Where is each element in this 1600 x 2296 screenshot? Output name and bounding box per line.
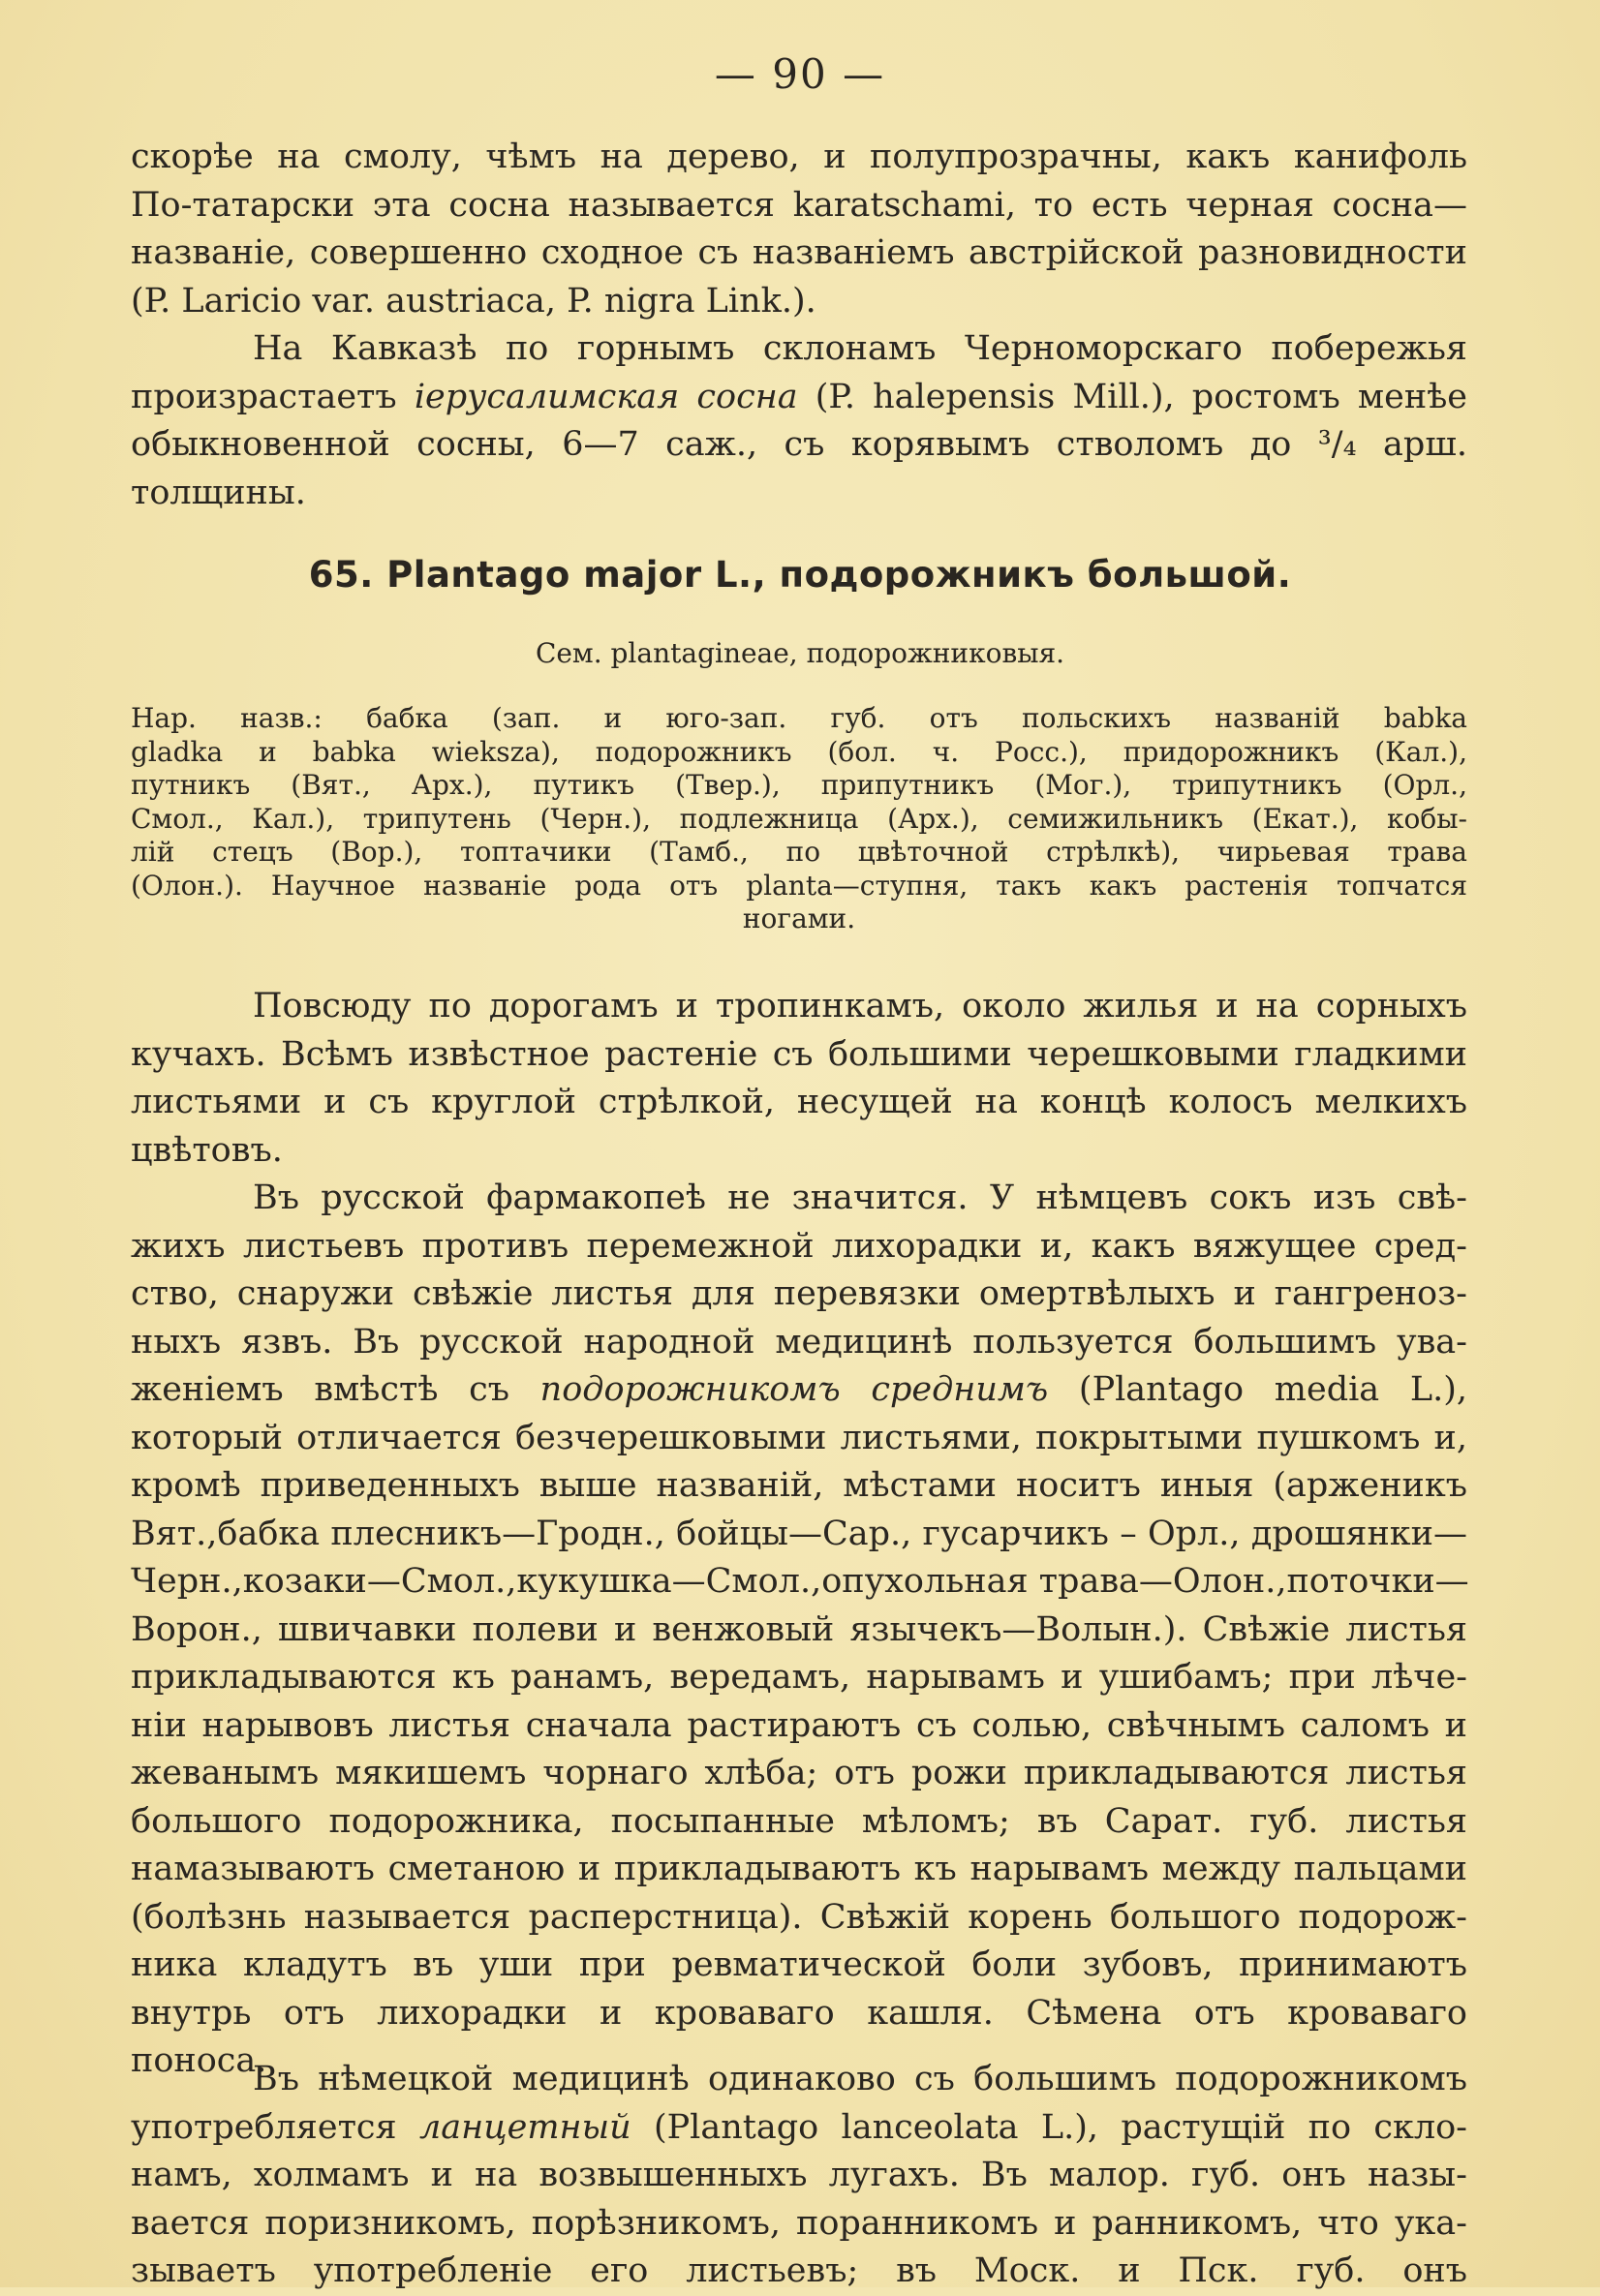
text-line — [131, 374, 1467, 422]
text-fragment: употребляется — [131, 2107, 419, 2147]
text-line: названіе, совершенно сходное съ названіемъ австрійской разновидности — [131, 233, 1467, 272]
text-line: скорѣе на смолу, чѣмъ на дерево, и полупрозрачны, какъ канифоль — [131, 138, 1467, 176]
text-line: ника кладутъ въ уши при ревматической боли зубовъ, принимаютъ — [131, 1945, 1467, 1984]
text-line: внутрь отъ лихорадки и кроваваго кашля. Сѣмена отъ кроваваго — [131, 1993, 1467, 2033]
text-line: Повсюду по дорогамъ и тропинкамъ, около жилья и на сорныхъ — [253, 987, 1467, 1026]
text-line: ство, снаружи свѣжіе листья для перевязки омертвѣлыхъ и гангреноз- — [131, 1274, 1467, 1313]
text-line: Ворон., швичавки полеви и венжовый язычекъ—Волын.). Свѣжіе листья — [131, 1609, 1467, 1649]
german-paragraph — [131, 2056, 1467, 2296]
folk-names-block — [131, 702, 1467, 936]
text-line: большого подорожника, посыпанные мѣломъ; въ Сарат. губ. листья — [131, 1801, 1467, 1841]
text-line: цвѣтовъ. — [131, 1130, 283, 1170]
text-line: gladka и babka wieksza), подорожникъ (бол. ч. Росс.), придорожникъ (Кал.), — [131, 735, 1467, 768]
text-line: намазываютъ сметаною и прикладываютъ къ нарывамъ между пальцами — [131, 1850, 1467, 1888]
text-line: ногами. — [742, 903, 856, 934]
text-line: Въ нѣмецкой медицинѣ одинаково съ большимъ подорожникомъ — [253, 2060, 1467, 2098]
text-line: вается поризникомъ, порѣзникомъ, поранникомъ и ранникомъ, что ука- — [131, 2203, 1467, 2243]
text-line: который отличается безчерешковыми листьями, покрытыми пушкомъ и, — [131, 1418, 1467, 1457]
italic-species-name: подорожникомъ среднимъ — [539, 1370, 1049, 1409]
section-heading: 65. Plantago major L., подорожникъ большой. — [308, 554, 1292, 596]
text-line: ныхъ язвъ. Въ русской народной медицинѣ пользуется большимъ ува- — [131, 1322, 1467, 1362]
text-fragment: (Plantago lanceolata L.), растущій по скло- — [631, 2107, 1467, 2147]
text-line: По-татарски эта сосна называется karatschami, то есть черная сосна— — [131, 185, 1467, 225]
text-line — [131, 2104, 1467, 2153]
text-line: путникъ (Вят., Арх.), путикъ (Твер.), припутникъ (Мог.), трипутникъ (Орл., — [131, 769, 1467, 801]
text-line: зываетъ употребленіе его листьевъ; въ Моск. и Пск. губ. онъ — [131, 2251, 1467, 2290]
text-line: ніи нарывовъ листья сначала растираютъ съ солью, свѣчнымъ саломъ и — [131, 1705, 1467, 1745]
text-line: поноса. — [131, 2041, 267, 2080]
intro-paragraph — [131, 134, 1467, 325]
text-line: Въ русской фармакопеѣ не значится. У нѣмцевъ сокъ изъ свѣ- — [253, 1179, 1467, 1217]
text-line: обыкновенной сосны, 6—7 саж., съ корявымъ стволомъ до ³/₄ арш. — [131, 425, 1467, 464]
text-line: намъ, холмамъ и на возвышенныхъ лугахъ. Въ малор. губ. онъ назы- — [131, 2156, 1467, 2194]
text-line: (Олон.). Научное названіе рода отъ planta—ступня, такъ какъ растенія топчатся — [131, 869, 1467, 902]
text-line: листьями и съ круглой стрѣлкой, несущей на концѣ колосъ мелкихъ — [131, 1083, 1467, 1121]
plant-family: Сем. plantagineae, подорожниковыя. — [535, 637, 1065, 669]
text-line: жихъ листьевъ противъ перемежной лихорадки и, какъ вяжущее сред- — [131, 1226, 1467, 1266]
italic-species-name: ланцетный — [418, 2107, 631, 2147]
text-line: (P. Laricio var. austriaca, P. nigra Link.). — [131, 281, 816, 321]
text-line: лій стецъ (Вор.), топтачики (Тамб., по цвѣточной стрѣлкѣ), чирьевая трава — [131, 836, 1467, 868]
text-fragment: произрастаетъ — [131, 377, 415, 416]
text-line: На Кавказѣ по горнымъ склонамъ Черноморскаго побережья — [253, 329, 1467, 368]
text-line: прикладываются къ ранамъ, вередамъ, нарывамъ и ушибамъ; при лѣче- — [131, 1658, 1467, 1697]
italic-species-name: іерусалимская сосна — [414, 377, 798, 416]
text-line: Черн.,козаки—Смол.,кукушка—Смол.,опухольная трава—Олон.,поточки— — [131, 1562, 1469, 1601]
text-line: кромѣ приведенныхъ выше названій, мѣстами носитъ иныя (арженикъ — [131, 1466, 1467, 1505]
text-line: кучахъ. Всѣмъ извѣстное растеніе съ большими черешковыми гладкими — [131, 1034, 1467, 1074]
usage-paragraph — [131, 983, 1467, 1175]
text-line — [131, 1366, 1467, 1415]
text-fragment: женіемъ вмѣстѣ съ — [131, 1370, 540, 1409]
text-line: толщины. — [131, 473, 306, 512]
page-number: — 90 — — [714, 50, 886, 98]
text-line: (болѣзнь называется расперстница). Свѣжій корень большого подорож- — [131, 1897, 1467, 1937]
text-line: Нар. назв.: бабка (зап. и юго-зап. губ. отъ польскихъ названій babka — [131, 702, 1467, 734]
text-line: Вят.,бабка плесникъ—Гродн., бойцы—Сар., гусарчикъ – Орл., дрошянки— — [131, 1514, 1467, 1553]
text-line: жеванымъ мякишемъ чорнаго хлѣба; отъ рожи прикладываются листья — [131, 1754, 1467, 1792]
text-fragment: (Plantago media L.), — [1048, 1370, 1468, 1409]
kavkaz-paragraph — [131, 325, 1467, 517]
text-line: Смол., Кал.), трипутень (Черн.), подлежница (Арх.), семижильникъ (Екат.), кобы- — [131, 802, 1467, 835]
text-fragment: (P. halepensis Mill.), ростомъ менѣе — [797, 377, 1468, 416]
medicine-paragraph — [131, 1175, 1467, 2086]
